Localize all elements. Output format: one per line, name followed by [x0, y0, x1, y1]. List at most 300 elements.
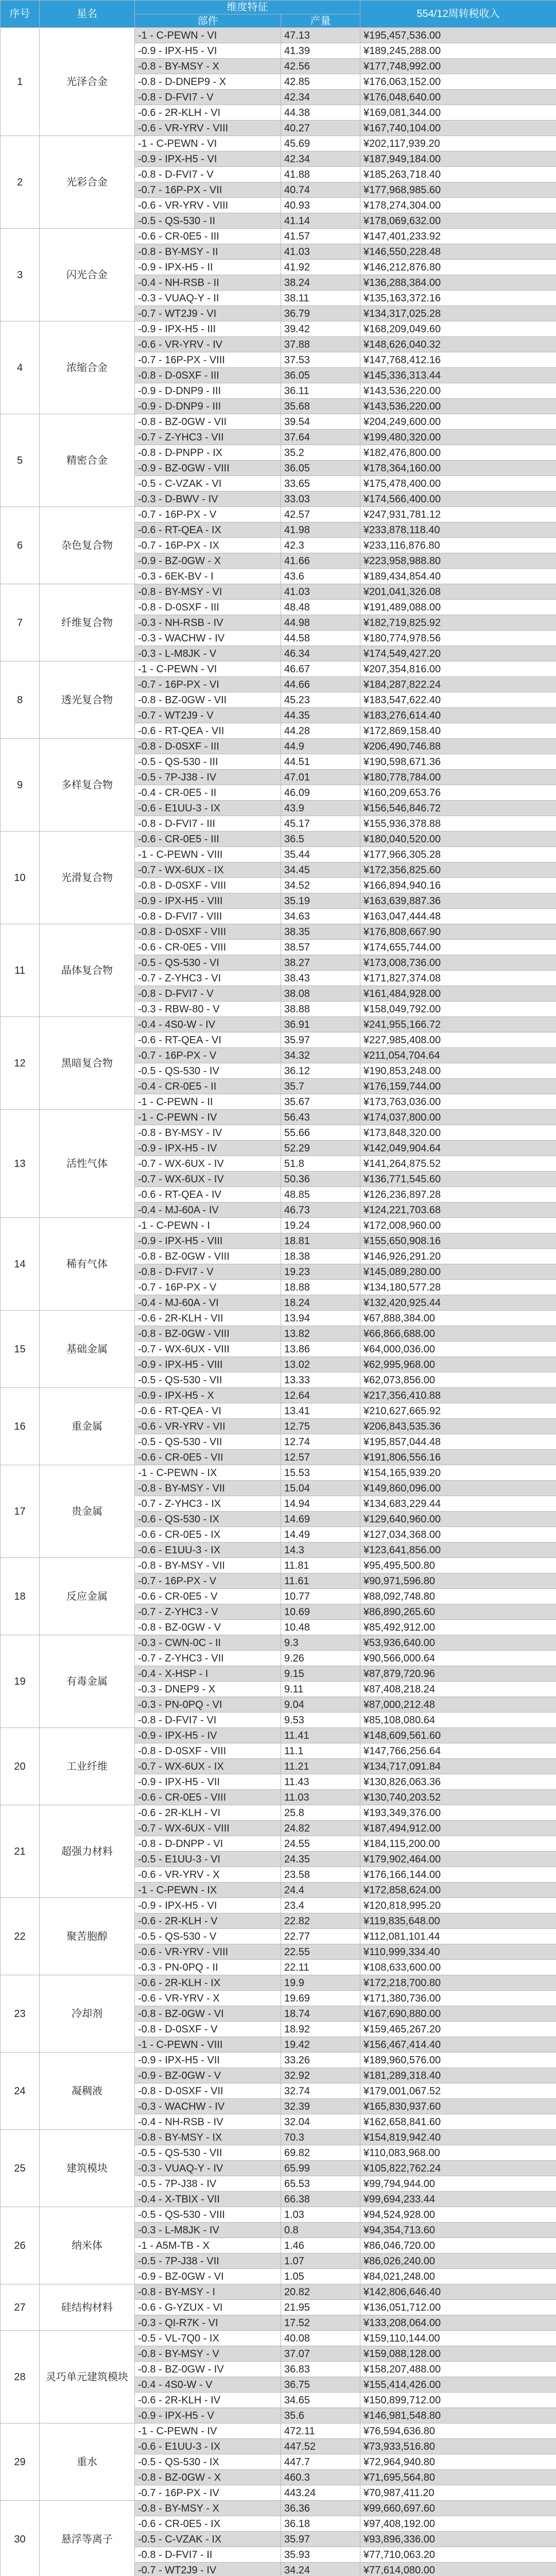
cell-part[interactable]: -0.5 - QS-530 - VI	[135, 955, 281, 971]
cell-yield[interactable]: 38.43	[281, 971, 360, 986]
cell-yield[interactable]: 10.69	[281, 1604, 360, 1620]
cell-part[interactable]: -0.7 - 16P-PX - V	[135, 1048, 281, 1063]
cell-yield[interactable]: 443.24	[281, 2485, 360, 2501]
cell-income[interactable]: ¥189,960,576.00	[360, 2053, 556, 2068]
cell-yield[interactable]: 65.99	[281, 2161, 360, 2176]
cell-part[interactable]: -0.4 - MJ-60A - IV	[135, 1202, 281, 1218]
cell-yield[interactable]: 14.49	[281, 1527, 360, 1543]
cell-income[interactable]: ¥173,763,036.00	[360, 1094, 556, 1110]
cell-part[interactable]: -0.3 - WACHW - IV	[135, 631, 281, 646]
cell-income[interactable]: ¥190,598,671.36	[360, 754, 556, 770]
cell-yield[interactable]: 37.64	[281, 430, 360, 445]
cell-income[interactable]: ¥123,641,856.00	[360, 1543, 556, 1558]
cell-part[interactable]: -0.7 - WT2J9 - IV	[135, 2563, 281, 2576]
cell-yield[interactable]: 13.86	[281, 1342, 360, 1357]
cell-yield[interactable]: 35.93	[281, 2547, 360, 2563]
cell-income[interactable]: ¥146,926,291.20	[360, 1249, 556, 1264]
cell-name[interactable]: 纤维复合物	[40, 584, 135, 662]
cell-seq[interactable]: 4	[1, 321, 40, 414]
table-row[interactable]	[1, 229, 556, 244]
cell-yield[interactable]: 45.23	[281, 692, 360, 708]
cell-income[interactable]: ¥85,492,912.00	[360, 1620, 556, 1635]
cell-income[interactable]: ¥167,740,104.00	[360, 121, 556, 136]
cell-income[interactable]: ¥77,614,080.00	[360, 2563, 556, 2576]
cell-name[interactable]: 硅结构材料	[40, 2284, 135, 2331]
cell-part[interactable]: -0.6 - QS-530 - IX	[135, 1512, 281, 1527]
cell-part[interactable]: -0.6 - E1UU-3 - IX	[135, 1543, 281, 1558]
cell-part[interactable]: -0.8 - D-0SXF - VIII	[135, 878, 281, 893]
cell-part[interactable]: -0.8 - D-FVI7 - VI	[135, 1713, 281, 1728]
cell-part[interactable]: -0.4 - CR-0E5 - II	[135, 1079, 281, 1094]
cell-part[interactable]: -0.8 - BY-MSY - II	[135, 244, 281, 260]
cell-seq[interactable]: 3	[1, 229, 40, 321]
cell-income[interactable]: ¥204,249,600.00	[360, 414, 556, 430]
cell-yield[interactable]: 46.34	[281, 646, 360, 662]
cell-yield[interactable]: 37.53	[281, 352, 360, 368]
cell-income[interactable]: ¥136,288,384.00	[360, 275, 556, 291]
cell-yield[interactable]: 37.07	[281, 2346, 360, 2362]
cell-yield[interactable]: 42.3	[281, 538, 360, 553]
cell-part[interactable]: -0.6 - CR-0E5 - VIII	[135, 940, 281, 955]
cell-name[interactable]: 基础金属	[40, 1311, 135, 1388]
cell-part[interactable]: -0.8 - BY-MSY - X	[135, 2501, 281, 2516]
cell-income[interactable]: ¥176,048,640.00	[360, 90, 556, 105]
cell-income[interactable]: ¥171,827,374.08	[360, 971, 556, 986]
cell-yield[interactable]: 44.38	[281, 105, 360, 121]
cell-part[interactable]: -0.3 - L-M8JK - V	[135, 646, 281, 662]
cell-yield[interactable]: 32.04	[281, 2114, 360, 2130]
cell-yield[interactable]: 14.94	[281, 1496, 360, 1512]
cell-seq[interactable]: 18	[1, 1558, 40, 1635]
table-row[interactable]	[1, 2053, 556, 2068]
cell-income[interactable]: ¥77,710,063.20	[360, 2547, 556, 2563]
cell-part[interactable]: -0.5 - 7P-J38 - VII	[135, 2253, 281, 2269]
cell-income[interactable]: ¥172,858,624.00	[360, 1883, 556, 1898]
cell-name[interactable]: 光泽合金	[40, 28, 135, 136]
cell-part[interactable]: -0.8 - BZ-0GW - V	[135, 1620, 281, 1635]
cell-income[interactable]: ¥147,401,233.92	[360, 229, 556, 244]
cell-yield[interactable]: 472.11	[281, 2424, 360, 2439]
cell-income[interactable]: ¥126,236,897.28	[360, 1187, 556, 1202]
table-row[interactable]	[1, 832, 556, 847]
cell-income[interactable]: ¥141,264,875.52	[360, 1156, 556, 1172]
cell-yield[interactable]: 32.74	[281, 2083, 360, 2099]
cell-income[interactable]: ¥180,774,978.56	[360, 631, 556, 646]
cell-income[interactable]: ¥174,037,800.00	[360, 1110, 556, 1125]
cell-name[interactable]: 聚苦胞醇	[40, 1898, 135, 1975]
cell-part[interactable]: -0.5 - QS-530 - IV	[135, 1063, 281, 1079]
cell-yield[interactable]: 42.34	[281, 90, 360, 105]
cell-income[interactable]: ¥189,245,288.00	[360, 43, 556, 59]
cell-name[interactable]: 透光复合物	[40, 662, 135, 739]
cell-part[interactable]: -0.8 - D-FVI7 - V	[135, 1264, 281, 1280]
cell-income[interactable]: ¥66,866,688.00	[360, 1326, 556, 1342]
cell-part[interactable]: -0.7 - WT2J9 - V	[135, 708, 281, 723]
cell-part[interactable]: -0.6 - 2R-KLH - VI	[135, 105, 281, 121]
cell-name[interactable]: 浓缩合金	[40, 321, 135, 414]
cell-part[interactable]: -0.8 - BZ-0GW - VI	[135, 2006, 281, 2022]
cell-income[interactable]: ¥175,478,400.00	[360, 476, 556, 492]
cell-yield[interactable]: 460.3	[281, 2470, 360, 2485]
cell-income[interactable]: ¥119,835,648.00	[360, 1913, 556, 1929]
cell-part[interactable]: -1 - C-PEWN - I	[135, 1218, 281, 1233]
table-row[interactable]	[1, 1898, 556, 1913]
cell-yield[interactable]: 11.43	[281, 1774, 360, 1790]
cell-income[interactable]: ¥87,879,720.96	[360, 1666, 556, 1682]
cell-yield[interactable]: 65.53	[281, 2176, 360, 2192]
cell-part[interactable]: -1 - C-PEWN - VIII	[135, 847, 281, 862]
cell-part[interactable]: -0.7 - Z-YHC3 - VII	[135, 430, 281, 445]
cell-income[interactable]: ¥202,117,939.20	[360, 136, 556, 151]
cell-income[interactable]: ¥167,690,880.00	[360, 2006, 556, 2022]
cell-yield[interactable]: 35.97	[281, 1032, 360, 1048]
cell-seq[interactable]: 27	[1, 2284, 40, 2331]
cell-name[interactable]: 晶体复合物	[40, 924, 135, 1017]
cell-yield[interactable]: 43.9	[281, 801, 360, 816]
cell-income[interactable]: ¥86,890,265.60	[360, 1604, 556, 1620]
cell-yield[interactable]: 34.45	[281, 862, 360, 878]
cell-income[interactable]: ¥146,212,876.80	[360, 260, 556, 275]
cell-yield[interactable]: 18.81	[281, 1233, 360, 1249]
cell-income[interactable]: ¥247,931,781.12	[360, 507, 556, 522]
cell-part[interactable]: -0.3 - QI-R7K - VI	[135, 2315, 281, 2331]
table-row[interactable]	[1, 1635, 556, 1651]
cell-yield[interactable]: 9.53	[281, 1713, 360, 1728]
cell-income[interactable]: ¥90,971,596.80	[360, 1573, 556, 1589]
cell-yield[interactable]: 42.85	[281, 74, 360, 90]
cell-part[interactable]: -0.8 - BZ-0GW - IV	[135, 2362, 281, 2377]
cell-part[interactable]: -0.9 - IPX-H5 - IV	[135, 1728, 281, 1743]
cell-part[interactable]: -0.3 - 6EK-BV - I	[135, 569, 281, 584]
cell-income[interactable]: ¥158,207,488.00	[360, 2362, 556, 2377]
cell-income[interactable]: ¥94,524,928.00	[360, 2207, 556, 2223]
cell-yield[interactable]: 55.66	[281, 1125, 360, 1141]
cell-yield[interactable]: 41.03	[281, 244, 360, 260]
cell-seq[interactable]: 16	[1, 1388, 40, 1465]
cell-part[interactable]: -0.7 - WX-6UX - IV	[135, 1156, 281, 1172]
cell-income[interactable]: ¥223,958,988.80	[360, 553, 556, 569]
cell-part[interactable]: -0.7 - WX-6UX - VIII	[135, 1821, 281, 1836]
cell-part[interactable]: -0.6 - VR-YRV - X	[135, 1867, 281, 1883]
cell-seq[interactable]: 22	[1, 1898, 40, 1975]
cell-income[interactable]: ¥99,694,233.44	[360, 2192, 556, 2207]
cell-part[interactable]: -0.3 - WACHW - IV	[135, 2099, 281, 2114]
cell-yield[interactable]: 40.93	[281, 198, 360, 213]
cell-yield[interactable]: 18.92	[281, 2022, 360, 2037]
cell-yield[interactable]: 36.91	[281, 1017, 360, 1032]
table-row[interactable]	[1, 1465, 556, 1481]
cell-seq[interactable]: 26	[1, 2207, 40, 2284]
cell-part[interactable]: -0.3 - VUAQ-Y - II	[135, 291, 281, 306]
table-row[interactable]	[1, 1110, 556, 1125]
cell-income[interactable]: ¥146,981,548.80	[360, 2408, 556, 2424]
cell-seq[interactable]: 20	[1, 1728, 40, 1805]
cell-yield[interactable]: 34.63	[281, 909, 360, 924]
cell-part[interactable]: -0.6 - 2R-KLH - IV	[135, 2393, 281, 2408]
table-row[interactable]	[1, 739, 556, 754]
cell-part[interactable]: -0.7 - 16P-PX - IX	[135, 538, 281, 553]
table-row[interactable]	[1, 584, 556, 600]
cell-yield[interactable]: 44.51	[281, 754, 360, 770]
cell-part[interactable]: -0.4 - 4S0-W - IV	[135, 1017, 281, 1032]
cell-income[interactable]: ¥154,819,942.40	[360, 2130, 556, 2145]
cell-part[interactable]: -0.3 - NH-RSB - IV	[135, 615, 281, 631]
cell-part[interactable]: -0.6 - CR-0E5 - V	[135, 1589, 281, 1604]
cell-part[interactable]: -0.7 - WX-6UX - IX	[135, 862, 281, 878]
cell-part[interactable]: -0.6 - VR-YRV - X	[135, 1991, 281, 2006]
cell-yield[interactable]: 36.75	[281, 2377, 360, 2393]
cell-part[interactable]: -0.8 - BY-MSY - X	[135, 59, 281, 74]
cell-income[interactable]: ¥135,163,372.16	[360, 291, 556, 306]
cell-yield[interactable]: 17.52	[281, 2315, 360, 2331]
cell-part[interactable]: -0.6 - 2R-KLH - V	[135, 1913, 281, 1929]
cell-income[interactable]: ¥62,073,856.00	[360, 1372, 556, 1388]
cell-yield[interactable]: 44.66	[281, 677, 360, 692]
cell-seq[interactable]: 10	[1, 832, 40, 924]
cell-yield[interactable]: 13.02	[281, 1357, 360, 1372]
cell-income[interactable]: ¥178,274,304.00	[360, 198, 556, 213]
cell-part[interactable]: -0.5 - 7P-J38 - IV	[135, 2176, 281, 2192]
cell-part[interactable]: -0.3 - VUAQ-Y - IV	[135, 2161, 281, 2176]
cell-name[interactable]: 工业纤维	[40, 1728, 135, 1805]
cell-part[interactable]: -0.7 - WX-6UX - IV	[135, 1172, 281, 1187]
cell-income[interactable]: ¥67,888,384.00	[360, 1311, 556, 1326]
cell-income[interactable]: ¥178,069,632.00	[360, 213, 556, 229]
cell-yield[interactable]: 69.82	[281, 2145, 360, 2161]
cell-yield[interactable]: 10.77	[281, 1589, 360, 1604]
cell-income[interactable]: ¥94,354,713.60	[360, 2223, 556, 2238]
cell-yield[interactable]: 41.66	[281, 553, 360, 569]
cell-income[interactable]: ¥180,040,520.00	[360, 832, 556, 847]
cell-yield[interactable]: 22.77	[281, 1929, 360, 1944]
cell-part[interactable]: -0.7 - 16P-PX - VIII	[135, 352, 281, 368]
cell-name[interactable]: 有毒金属	[40, 1635, 135, 1728]
cell-yield[interactable]: 43.6	[281, 569, 360, 584]
cell-yield[interactable]: 0.8	[281, 2223, 360, 2238]
cell-part[interactable]: -0.6 - CR-0E5 - VIII	[135, 1790, 281, 1805]
cell-part[interactable]: -0.7 - 16P-PX - IV	[135, 2485, 281, 2501]
cell-part[interactable]: -0.8 - D-0SXF - III	[135, 368, 281, 383]
cell-part[interactable]: -0.5 - C-VZAK - IX	[135, 2532, 281, 2547]
cell-yield[interactable]: 35.68	[281, 399, 360, 414]
header-group[interactable]: 维度特征	[135, 1, 360, 14]
cell-seq[interactable]: 6	[1, 507, 40, 584]
cell-yield[interactable]: 15.04	[281, 1481, 360, 1496]
cell-yield[interactable]: 22.11	[281, 1960, 360, 1975]
cell-yield[interactable]: 38.35	[281, 924, 360, 940]
cell-income[interactable]: ¥159,088,128.00	[360, 2346, 556, 2362]
table-row[interactable]	[1, 1975, 556, 1991]
cell-part[interactable]: -0.8 - BY-MSY - V	[135, 2346, 281, 2362]
cell-part[interactable]: -0.3 - RBW-80 - V	[135, 1002, 281, 1017]
cell-yield[interactable]: 46.09	[281, 785, 360, 801]
cell-part[interactable]: -0.4 - X-HSP - I	[135, 1666, 281, 1682]
cell-income[interactable]: ¥136,051,712.00	[360, 2300, 556, 2315]
cell-yield[interactable]: 38.08	[281, 986, 360, 1002]
cell-income[interactable]: ¥112,081,101.44	[360, 1929, 556, 1944]
cell-yield[interactable]: 36.05	[281, 368, 360, 383]
cell-income[interactable]: ¥110,083,968.00	[360, 2145, 556, 2161]
cell-yield[interactable]: 12.64	[281, 1388, 360, 1403]
cell-name[interactable]: 光彩合金	[40, 136, 135, 229]
cell-yield[interactable]: 10.48	[281, 1620, 360, 1635]
cell-income[interactable]: ¥99,660,697.60	[360, 2501, 556, 2516]
cell-yield[interactable]: 45.17	[281, 816, 360, 832]
cell-yield[interactable]: 14.3	[281, 1543, 360, 1558]
cell-yield[interactable]: 41.57	[281, 229, 360, 244]
cell-income[interactable]: ¥174,549,427.20	[360, 646, 556, 662]
table-row[interactable]	[1, 1728, 556, 1743]
cell-part[interactable]: -0.8 - BZ-0GW - VIII	[135, 1326, 281, 1342]
cell-income[interactable]: ¥233,878,118.40	[360, 522, 556, 538]
cell-income[interactable]: ¥148,609,561.60	[360, 1728, 556, 1743]
cell-yield[interactable]: 9.3	[281, 1635, 360, 1651]
cell-income[interactable]: ¥184,115,200.00	[360, 1836, 556, 1852]
cell-yield[interactable]: 38.57	[281, 940, 360, 955]
cell-income[interactable]: ¥173,008,736.00	[360, 955, 556, 971]
cell-part[interactable]: -0.9 - IPX-H5 - III	[135, 321, 281, 337]
cell-seq[interactable]: 2	[1, 136, 40, 229]
cell-yield[interactable]: 22.55	[281, 1944, 360, 1960]
cell-seq[interactable]: 23	[1, 1975, 40, 2053]
cell-part[interactable]: -0.5 - QS-530 - II	[135, 213, 281, 229]
cell-name[interactable]: 光滑复合物	[40, 832, 135, 924]
table-row[interactable]	[1, 2130, 556, 2145]
table-row[interactable]	[1, 2207, 556, 2223]
cell-part[interactable]: -0.9 - BZ-0GW - VIII	[135, 461, 281, 476]
cell-yield[interactable]: 11.03	[281, 1790, 360, 1805]
cell-part[interactable]: -0.8 - BY-MSY - IV	[135, 1125, 281, 1141]
cell-income[interactable]: ¥142,806,646.40	[360, 2284, 556, 2300]
cell-income[interactable]: ¥142,049,904.64	[360, 1141, 556, 1156]
cell-income[interactable]: ¥199,480,320.00	[360, 430, 556, 445]
cell-part[interactable]: -0.9 - BZ-0GW - X	[135, 553, 281, 569]
cell-yield[interactable]: 18.88	[281, 1280, 360, 1295]
cell-part[interactable]: -0.5 - C-VZAK - VI	[135, 476, 281, 492]
cell-part[interactable]: -0.6 - CR-0E5 - IX	[135, 2516, 281, 2532]
cell-part[interactable]: -0.8 - D-FVI7 - II	[135, 2547, 281, 2563]
cell-income[interactable]: ¥169,081,344.00	[360, 105, 556, 121]
cell-income[interactable]: ¥86,026,240.00	[360, 2253, 556, 2269]
cell-income[interactable]: ¥154,165,939.20	[360, 1465, 556, 1481]
cell-yield[interactable]: 36.05	[281, 461, 360, 476]
cell-yield[interactable]: 19.69	[281, 1991, 360, 2006]
cell-part[interactable]: -0.6 - CR-0E5 - III	[135, 229, 281, 244]
cell-yield[interactable]: 38.11	[281, 291, 360, 306]
cell-part[interactable]: -0.8 - D-0SXF - VII	[135, 2083, 281, 2099]
cell-part[interactable]: -0.3 - D-BWV - IV	[135, 492, 281, 507]
cell-yield[interactable]: 23.4	[281, 1898, 360, 1913]
cell-income[interactable]: ¥149,860,096.00	[360, 1481, 556, 1496]
cell-part[interactable]: -0.6 - RT-QEA - IX	[135, 522, 281, 538]
cell-yield[interactable]: 35.19	[281, 893, 360, 909]
cell-yield[interactable]: 39.54	[281, 414, 360, 430]
cell-part[interactable]: -0.3 - L-M8JK - IV	[135, 2223, 281, 2238]
cell-part[interactable]: -0.8 - D-0SXF - III	[135, 600, 281, 615]
cell-income[interactable]: ¥156,546,846.72	[360, 801, 556, 816]
cell-income[interactable]: ¥87,000,212.48	[360, 1697, 556, 1713]
cell-income[interactable]: ¥130,826,063.36	[360, 1774, 556, 1790]
cell-income[interactable]: ¥132,420,925.44	[360, 1295, 556, 1311]
cell-part[interactable]: -0.8 - D-0SXF - III	[135, 739, 281, 754]
cell-part[interactable]: -0.9 - IPX-H5 - VI	[135, 43, 281, 59]
cell-yield[interactable]: 44.9	[281, 739, 360, 754]
cell-yield[interactable]: 40.27	[281, 121, 360, 136]
cell-income[interactable]: ¥206,490,746.88	[360, 739, 556, 754]
cell-yield[interactable]: 9.15	[281, 1666, 360, 1682]
cell-part[interactable]: -0.8 - D-FVI7 - VIII	[135, 909, 281, 924]
cell-part[interactable]: -0.7 - Z-YHC3 - VI	[135, 971, 281, 986]
cell-seq[interactable]: 14	[1, 1218, 40, 1311]
cell-part[interactable]: -1 - C-PEWN - IV	[135, 1110, 281, 1125]
cell-income[interactable]: ¥95,495,500.80	[360, 1558, 556, 1573]
table-row[interactable]	[1, 1805, 556, 1821]
cell-yield[interactable]: 42.57	[281, 507, 360, 522]
cell-part[interactable]: -0.9 - IPX-H5 - II	[135, 260, 281, 275]
cell-income[interactable]: ¥84,021,248.00	[360, 2269, 556, 2284]
cell-yield[interactable]: 46.73	[281, 1202, 360, 1218]
cell-yield[interactable]: 11.41	[281, 1728, 360, 1743]
cell-yield[interactable]: 41.14	[281, 213, 360, 229]
cell-yield[interactable]: 36.83	[281, 2362, 360, 2377]
cell-yield[interactable]: 25.8	[281, 1805, 360, 1821]
cell-income[interactable]: ¥201,041,326.08	[360, 584, 556, 600]
cell-income[interactable]: ¥146,550,228.48	[360, 244, 556, 260]
table-row[interactable]	[1, 2424, 556, 2439]
cell-yield[interactable]: 21.95	[281, 2300, 360, 2315]
cell-yield[interactable]: 52.29	[281, 1141, 360, 1156]
cell-yield[interactable]: 41.98	[281, 522, 360, 538]
cell-part[interactable]: -0.6 - CR-0E5 - III	[135, 832, 281, 847]
cell-name[interactable]: 超强力材料	[40, 1805, 135, 1898]
cell-part[interactable]: -0.8 - D-DNEP9 - X	[135, 74, 281, 90]
cell-yield[interactable]: 36.12	[281, 1063, 360, 1079]
cell-income[interactable]: ¥150,899,712.00	[360, 2393, 556, 2408]
cell-part[interactable]: -0.9 - IPX-H5 - VII	[135, 2053, 281, 2068]
cell-income[interactable]: ¥129,640,960.00	[360, 1512, 556, 1527]
cell-yield[interactable]: 38.24	[281, 275, 360, 291]
cell-part[interactable]: -1 - C-PEWN - IV	[135, 2424, 281, 2439]
cell-part[interactable]: -0.8 - BZ-0GW - VII	[135, 414, 281, 430]
cell-yield[interactable]: 51.8	[281, 1156, 360, 1172]
cell-income[interactable]: ¥233,116,876.80	[360, 538, 556, 553]
cell-income[interactable]: ¥160,209,653.76	[360, 785, 556, 801]
cell-part[interactable]: -0.8 - D-FVI7 - V	[135, 167, 281, 182]
cell-yield[interactable]: 33.26	[281, 2053, 360, 2068]
cell-yield[interactable]: 9.04	[281, 1697, 360, 1713]
cell-yield[interactable]: 41.39	[281, 43, 360, 59]
cell-yield[interactable]: 24.4	[281, 1883, 360, 1898]
cell-name[interactable]: 重金属	[40, 1388, 135, 1465]
cell-income[interactable]: ¥143,536,220.00	[360, 383, 556, 399]
cell-yield[interactable]: 41.92	[281, 260, 360, 275]
cell-income[interactable]: ¥178,364,160.00	[360, 461, 556, 476]
cell-income[interactable]: ¥70,987,411.20	[360, 2485, 556, 2501]
cell-part[interactable]: -0.7 - WX-6UX - VIII	[135, 1342, 281, 1357]
cell-yield[interactable]: 47.01	[281, 770, 360, 785]
cell-part[interactable]: -0.6 - CR-0E5 - IX	[135, 1527, 281, 1543]
header-part[interactable]: 部件	[135, 14, 281, 28]
cell-income[interactable]: ¥210,627,665.92	[360, 1403, 556, 1419]
cell-seq[interactable]: 25	[1, 2130, 40, 2207]
cell-seq[interactable]: 30	[1, 2501, 40, 2576]
cell-income[interactable]: ¥134,180,577.28	[360, 1280, 556, 1295]
cell-part[interactable]: -0.8 - BZ-0GW - VIII	[135, 1249, 281, 1264]
cell-income[interactable]: ¥133,208,064.00	[360, 2315, 556, 2331]
cell-income[interactable]: ¥71,695,564.80	[360, 2470, 556, 2485]
cell-income[interactable]: ¥136,771,545.60	[360, 1172, 556, 1187]
cell-yield[interactable]: 24.35	[281, 1852, 360, 1867]
